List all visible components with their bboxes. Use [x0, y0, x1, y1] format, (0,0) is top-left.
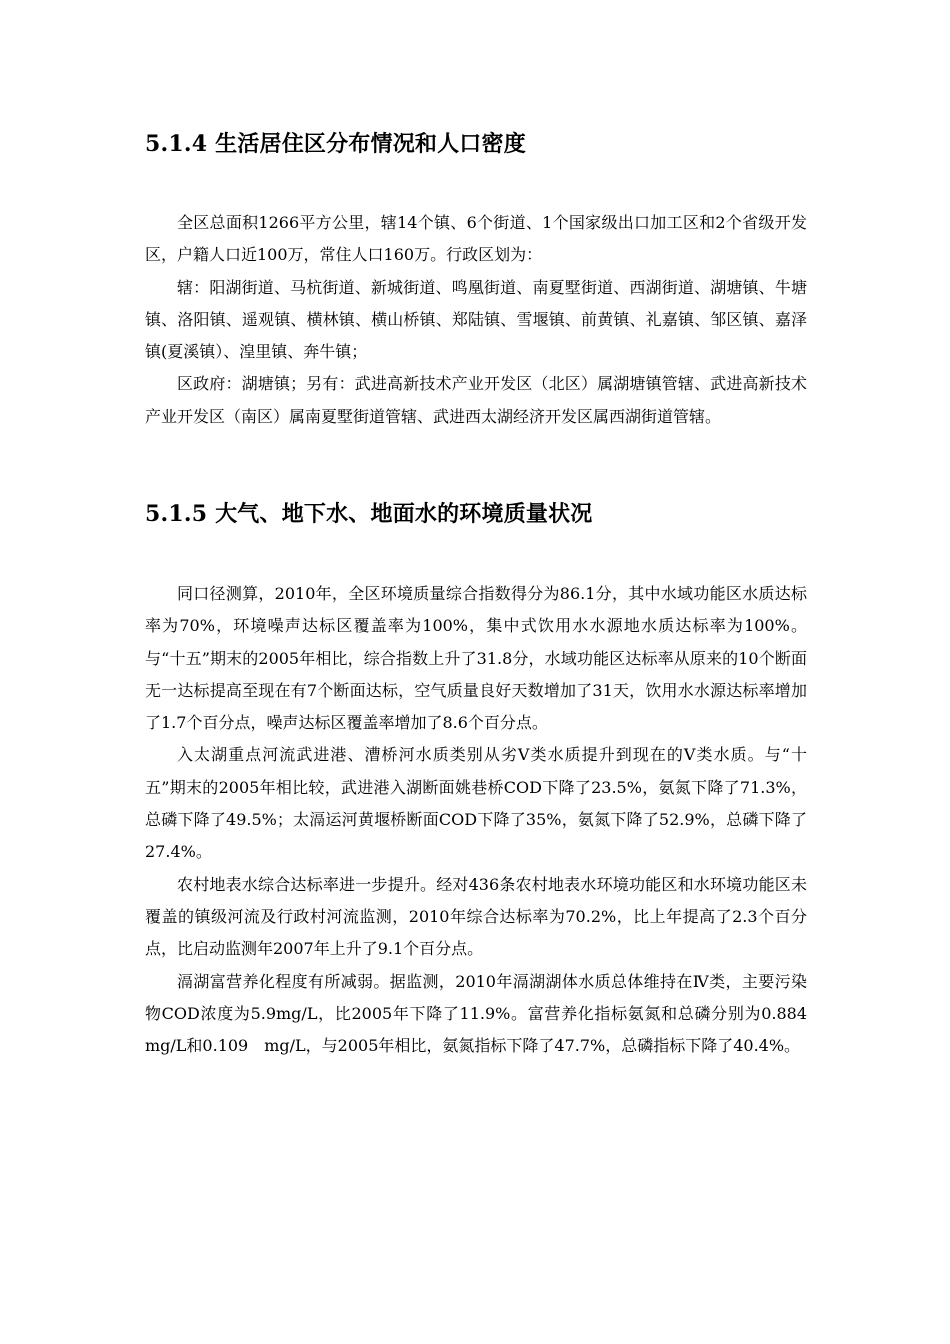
- paragraph: 辖：阳湖街道、马杭街道、新城街道、鸣凰街道、南夏墅街道、西湖街道、湖塘镇、牛塘镇、洛阳镇、遥观镇、横林镇、横山桥镇、郑陆镇、雪堰镇、前黄镇、礼嘉镇、邹区镇、嘉泽镇(夏溪镇）、湟里镇、奔牛镇；: [145, 277, 807, 362]
- section-heading-5-1-4: 5.1.4 生活居住区分布情况和人口密度: [145, 131, 526, 157]
- paragraph: 区政府：湖塘镇；另有：武进高新技术产业开发区（北区）属湖塘镇管辖、武进高新技术产业开发区（南区）属南夏墅街道管辖、武进西太湖经济开发区属西湖街道管辖。: [145, 374, 807, 426]
- paragraph: 农村地表水综合达标率进一步提升。经对436条农村地表水环境功能区和水环境功能区未覆盖的镇级河流及行政村河流监测，2010年综合达标率为70.2%，比上年提高了2.3个百分点，比启动监测年2007年上升了9.1个百分点。: [145, 874, 807, 959]
- paragraph: 全区总面积1266平方公里，辖14个镇、6个街道、1个国家级出口加工区和2个省级开发区，户籍人口近100万，常住人口160万。行政区划为：: [145, 213, 807, 265]
- section-5-1-4-body: [145, 207, 807, 433]
- paragraph: 滆湖富营养化程度有所减弱。据监测，2010年滆湖湖体水质总体维持在Ⅳ类，主要污染物COD浓度为5.9mg/L，比2005年下降了11.9%。富营养化指标氨氮和总磷分别为0.884 mg/L和0.109 mg/L，与2005年相比，氨氮指标下降了47.7%，总磷指标下降了40.4%。: [145, 971, 824, 1056]
- paragraph: 入太湖重点河流武进港、漕桥河水质类别从劣Ⅴ类水质提升到现在的Ⅴ类水质。与“十五”期末的2005年相比较，武进港入湖断面姚巷桥COD下降了23.5%，氨氮下降了71.3%，总磷下降了49.5%；太滆运河黄堰桥断面COD下降了35%，氨氮下降了52.9%，总磷下降了27.4%。: [145, 745, 807, 862]
- section-5-1-5-body: [145, 578, 824, 1062]
- paragraph: 同口径测算，2010年，全区环境质量综合指数得分为86.1分，其中水域功能区水质达标率为70%，环境噪声达标区覆盖率为100%，集中式饮用水水源地水质达标率为100%。与“十五”期末的2005年相比，综合指数上升了31.8分，水域功能区达标率从原来的10个断面无一达标提高至现在有7个断面达标，空气质量良好天数增加了31天，饮用水水源达标率增加了1.7个百分点，噪声达标区覆盖率增加了8.6个百分点。: [145, 584, 807, 733]
- section-heading-5-1-5: 5.1.5 大气、地下水、地面水的环境质量状况: [145, 501, 593, 527]
